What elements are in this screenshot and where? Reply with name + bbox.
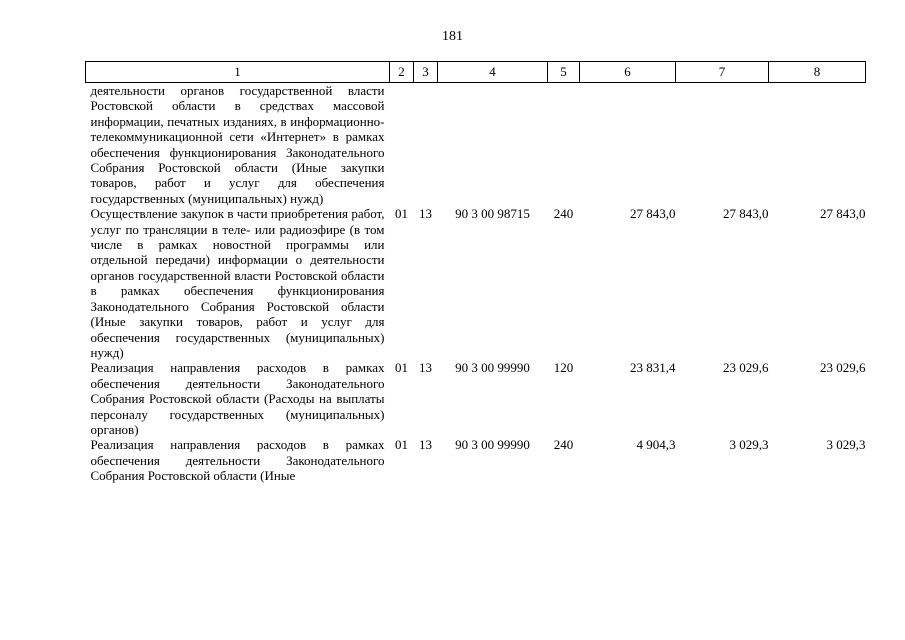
column-header: 6 (580, 62, 676, 83)
row-description: Реализация направления расходов в рамках обеспечения деятельности Законодательного Собрания Ростовской области (Иные (90, 437, 385, 484)
row-target-code: 90 3 00 98715 (455, 206, 530, 222)
row-subsection: 13 (419, 437, 432, 453)
row-value-col8 (769, 83, 866, 207)
row-section: 01 (395, 437, 408, 453)
table-row (86, 360, 866, 437)
row-expense-type (548, 83, 580, 207)
row-subsection: 13 (419, 360, 432, 376)
row-target-code (438, 83, 548, 207)
row-value-col6: 4 904,3 (636, 437, 676, 453)
column-header: 7 (676, 62, 769, 83)
row-target-code: 90 3 00 99990 (455, 360, 530, 376)
column-header: 3 (414, 62, 438, 83)
column-header: 8 (769, 62, 866, 83)
page-number: 181 (442, 29, 463, 44)
row-value-col7: 27 843,0 (723, 206, 769, 222)
budget-table (85, 61, 866, 484)
column-header: 4 (438, 62, 548, 83)
row-value-col8: 3 029,3 (826, 437, 866, 453)
table-row (86, 437, 866, 483)
row-subsection (414, 83, 438, 207)
column-header: 1 (86, 62, 390, 83)
row-expense-type: 240 (553, 437, 574, 453)
row-section (390, 83, 414, 207)
row-section: 01 (395, 206, 408, 222)
column-header: 2 (390, 62, 414, 83)
row-value-col6: 23 831,4 (630, 360, 676, 376)
row-expense-type: 120 (553, 360, 574, 376)
header-row (86, 62, 866, 83)
row-value-col6: 27 843,0 (630, 206, 676, 222)
table-row (86, 83, 866, 207)
row-description: деятельности органов государственной власти Ростовской области в средствах массовой информации, печатных изданиях, в информационно-телекоммуникационной сети «Интернет» в рамках обеспечения функционирования Законодательного Собрания Ростовской области (Иные закупки товаров, работ и услуг для обеспечения государственных (муниципальных) нужд) (90, 83, 385, 206)
row-section: 01 (395, 360, 408, 376)
row-description: Реализация направления расходов в рамках обеспечения деятельности Законодательного Собрания Ростовской области (Расходы на выплаты персоналу государственных (муниципальных) органов) (90, 360, 385, 437)
row-target-code: 90 3 00 99990 (455, 437, 530, 453)
row-value-col7: 3 029,3 (729, 437, 769, 453)
row-value-col8: 23 029,6 (820, 360, 866, 376)
row-value-col8: 27 843,0 (820, 206, 866, 222)
row-subsection: 13 (419, 206, 432, 222)
table-row (86, 206, 866, 360)
row-value-col7: 23 029,6 (723, 360, 769, 376)
row-value-col7 (676, 83, 769, 207)
row-expense-type: 240 (553, 206, 574, 222)
row-value-col6 (580, 83, 676, 207)
column-header: 5 (548, 62, 580, 83)
row-description: Осуществление закупок в части приобретения работ, услуг по трансляции в теле- или радиоэфире (в том числе в рамках новостной программы или отдельной передачи) информации о деятельности органов государственной власти Ростовской области в рамках обеспечения функционирования Законодательного Собрания Ростовской области (Иные закупки товаров, работ и услуг для обеспечения государственных (муниципальных) нужд) (90, 206, 385, 360)
